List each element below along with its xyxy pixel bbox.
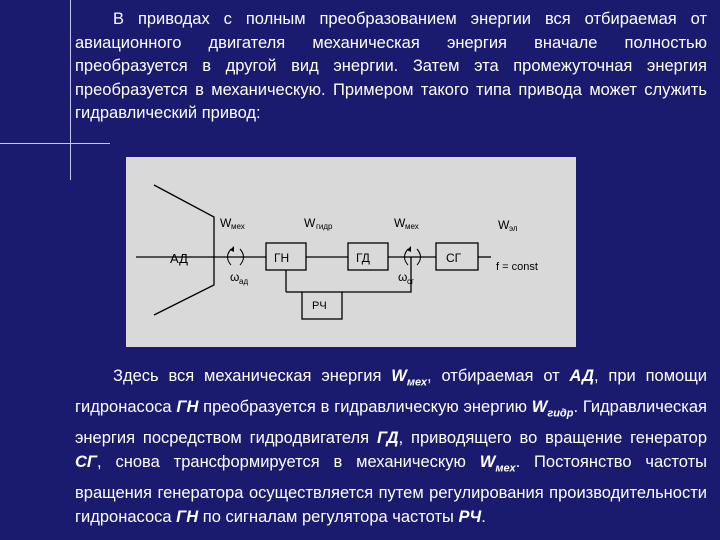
explanation-paragraph — [75, 364, 707, 530]
decorative-line-vertical — [70, 0, 71, 180]
omega-sg-sub: сг — [407, 277, 414, 286]
f-const-label: f = const — [496, 261, 538, 273]
w-mex-sub-2: мех — [405, 222, 419, 231]
w-gidr-label: W — [304, 216, 316, 230]
symbol-w-mex-1 — [391, 367, 428, 389]
symbol-gn-1: ГН — [176, 397, 199, 416]
text-part-7: , снова трансформируется в механическую — [97, 453, 480, 472]
text-part-10: . — [481, 508, 486, 527]
symbol-ad: АД — [569, 367, 594, 385]
symbol-w-mex-2-letter: W — [479, 453, 496, 472]
gd-label: ГД — [356, 251, 370, 265]
w-el-label: W — [498, 218, 510, 232]
engine-outline — [154, 185, 214, 315]
text-part-2: , отбираемая от — [427, 367, 570, 385]
symbol-w-mex-1-letter: W — [391, 367, 407, 385]
gn-label: ГН — [274, 251, 290, 265]
w-el-sub: эл — [509, 224, 518, 233]
text-part-9: по сигналам регулятора частоты — [198, 508, 459, 527]
omega-sg-label: ω — [398, 270, 408, 284]
decorative-line-horizontal — [0, 143, 110, 144]
symbol-sg: СГ — [75, 453, 98, 472]
symbol-w-gidr-letter: W — [531, 397, 548, 416]
symbol-w-mex-2-sub: мех — [495, 462, 516, 475]
omega-ad-label: ω — [230, 270, 240, 284]
symbol-rch: РЧ — [458, 508, 482, 527]
text-part-4: преобразуется в гидравлическую энергию — [198, 397, 532, 416]
text-part-6: , приводящего во вращение генератор — [398, 428, 707, 447]
ad-label: АД — [170, 251, 188, 266]
sg-label: СГ — [446, 251, 462, 265]
symbol-w-gidr-sub: гидр — [547, 407, 574, 420]
w-mex-label-1: W — [220, 216, 232, 230]
symbol-w-gidr — [531, 397, 574, 420]
symbol-gd: ГД — [376, 428, 399, 447]
w-gidr-sub: гидр — [316, 222, 333, 231]
intro-paragraph: В приводах с полным преобразованием энергии вся отбираемая от авиационного двигателя механическая энергия вначале полностью преобразуется в другой вид энергии. Затем эта промежуточная энергия преобразуется в механическую. Примером такого типа привода может служить гидравлический привод: — [75, 10, 707, 122]
text-part-8: . Постоянство частоты вращения генератора осуществляется путем регулирования производительности гидронасоса — [75, 453, 707, 527]
omega-ad-sub: ад — [239, 277, 249, 286]
symbol-w-mex-2 — [479, 453, 516, 475]
hydraulic-drive-diagram — [126, 157, 576, 347]
rch-label: РЧ — [312, 300, 327, 312]
text-part-3: , при помощи гидронасоса — [75, 367, 708, 416]
w-mex-label-2: W — [394, 216, 406, 230]
text-part-1: Здесь вся механическая энергия — [113, 367, 392, 385]
symbol-gn-2: ГН — [176, 508, 199, 527]
text-part-5: . Гидравлическая энергия посредством гидродвигателя — [75, 397, 707, 447]
symbol-w-mex-1-sub: мех — [406, 376, 428, 389]
diagram-canvas — [126, 157, 576, 347]
w-mex-sub-1: мех — [231, 222, 245, 231]
